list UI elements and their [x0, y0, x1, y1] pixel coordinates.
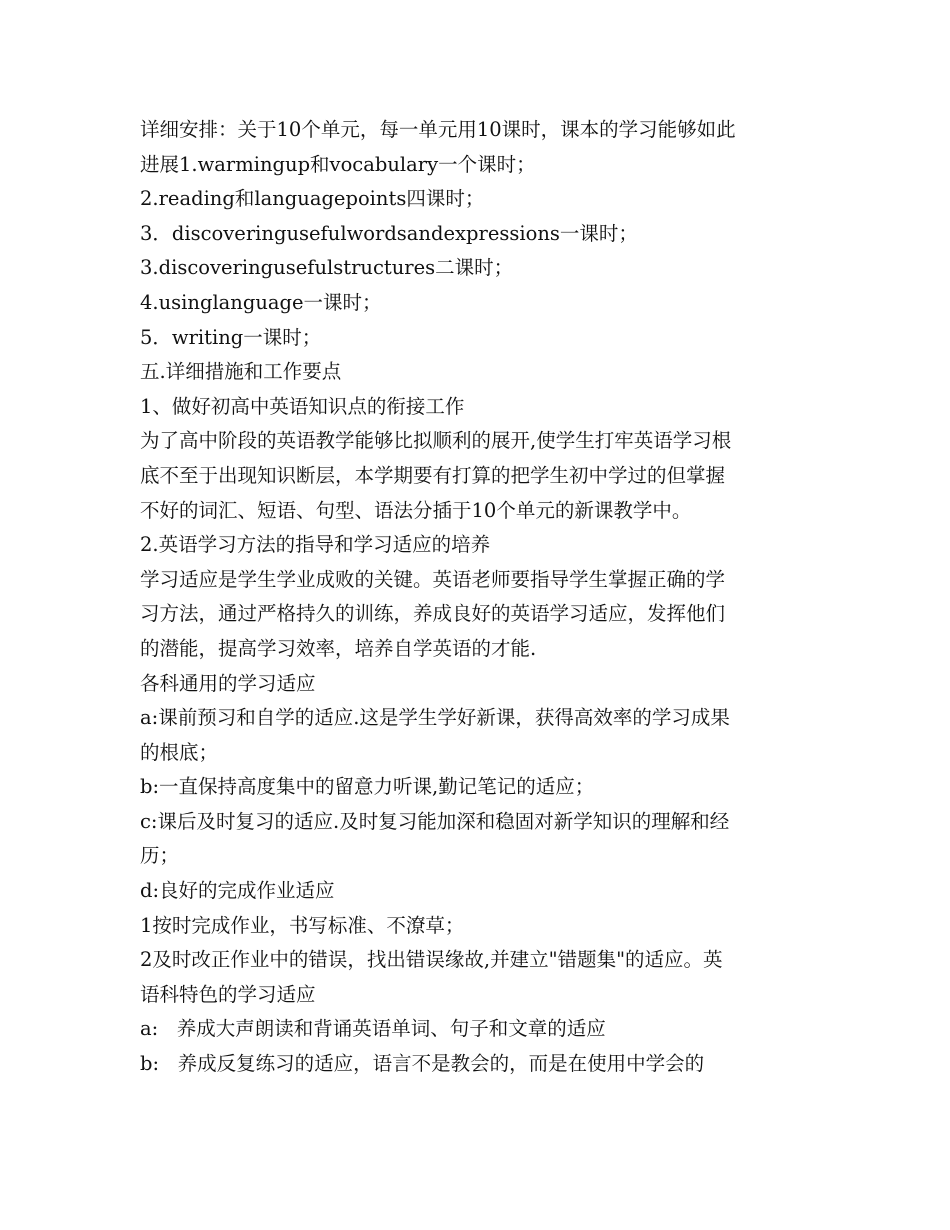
text-line: 3.discoveringusefulstructures二课时； [140, 256, 514, 280]
text-line: 的潜能，提高学习效率，培养自学英语的才能. [140, 636, 537, 660]
subsection-heading: 1、做好初高中英语知识点的衔接工作 [140, 394, 465, 418]
text-line: a: 养成大声朗读和背诵英语单词、句子和文章的适应 [140, 1017, 606, 1041]
text-line: 5．writing一课时； [140, 325, 322, 349]
text-line: 详细安排：关于10个单元，每一单元用10课时，课本的学习能够如此 [140, 118, 736, 141]
text-line: d:良好的完成作业适应 [140, 879, 335, 903]
text-line: b:一直保持高度集中的留意力听课,勤记笔记的适应； [140, 775, 595, 799]
section-heading: 五.详细措施和工作要点 [140, 360, 342, 384]
text-line: 不好的词汇、短语、句型、语法分插于10个单元的新课教学中。 [140, 498, 692, 522]
text-line: 习方法，通过严格持久的训练，养成良好的英语学习适应，发挥他们 [140, 602, 726, 626]
text-line: 语科特色的学习适应 [140, 982, 316, 1006]
text-line: 学习适应是学生学业成败的关键。英语老师要指导学生掌握正确的学 [140, 567, 726, 591]
text-line: 为了高中阶段的英语教学能够比拟顺利的展开,使学生打牢英语学习根 [140, 429, 732, 453]
text-line: 4.usinglanguage一课时； [140, 290, 382, 314]
text-line: 进展1.warmingup和vocabulary一个课时； [140, 152, 536, 176]
text-line: b: 养成反复练习的适应，语言不是教会的，而是在使用中学会的 [140, 1052, 705, 1076]
subsection-heading: 2.英语学习方法的指导和学习适应的培养 [140, 533, 491, 557]
text-line: 2及时改正作业中的错误，找出错误缘故,并建立"错题集"的适应。英 [140, 948, 723, 972]
text-line: c:课后及时复习的适应.及时复习能加深和稳固对新学知识的理解和经 [140, 809, 730, 833]
text-line: 的根底； [140, 740, 219, 764]
document-body [140, 113, 820, 1082]
text-line: 2.reading和languagepoints四课时； [140, 187, 485, 211]
text-line: 历； [140, 844, 180, 868]
text-line: 1按时完成作业，书写标准、不潦草； [140, 913, 465, 937]
text-line: 底不至于出现知识断层，本学期要有打算的把学生初中学过的但掌握 [140, 463, 726, 487]
subsection-heading: 各科通用的学习适应 [140, 671, 316, 695]
text-line: 3．discoveringusefulwordsandexpressions一课时； [140, 221, 638, 245]
text-line: a:课前预习和自学的适应.这是学生学好新课，获得高效率的学习成果 [140, 706, 730, 730]
